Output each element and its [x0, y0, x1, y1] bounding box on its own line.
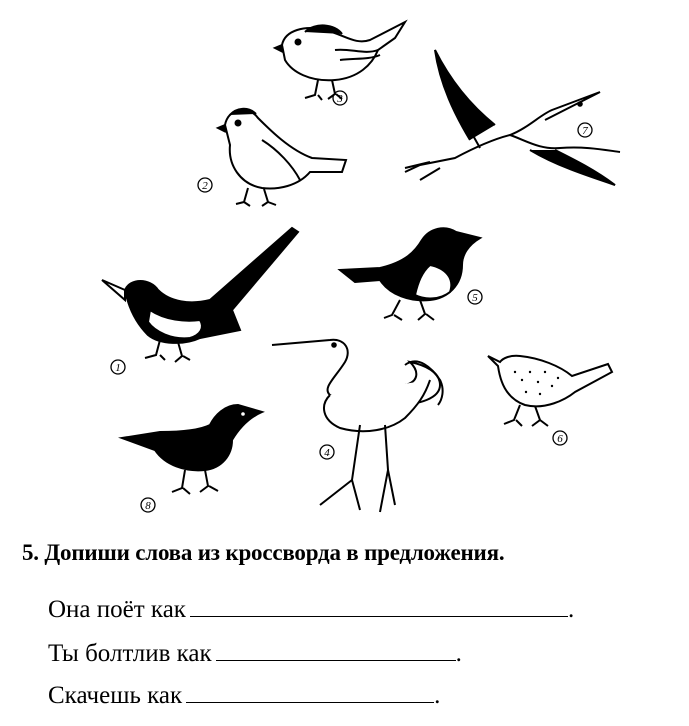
sentence-2-blank[interactable]: [216, 638, 456, 661]
task-title: 5. Допиши слова из кроссворда в предложения.: [22, 540, 505, 565]
bird-heron-illustration: [272, 340, 443, 512]
bird-rook-illustration: [122, 405, 262, 494]
bird-number-3: [333, 91, 347, 105]
bird-nightingale-illustration: [488, 356, 612, 426]
svg-text:5: 5: [472, 292, 478, 304]
bird-crane-flying-illustration: [405, 50, 620, 185]
svg-text:7: 7: [582, 125, 588, 137]
svg-text:3: 3: [337, 93, 343, 105]
sentence-1-text: Она поёт как: [48, 596, 186, 623]
sentence-1: [48, 594, 574, 624]
bird-number-4: [320, 445, 334, 459]
svg-text:8: 8: [145, 500, 151, 512]
sentence-2-end: .: [455, 640, 462, 667]
bird-number-1: [111, 360, 125, 374]
bird-jay-illustration: [340, 228, 480, 320]
bird-number-6: [553, 431, 567, 445]
svg-text:6: 6: [557, 433, 563, 445]
svg-text:1: 1: [115, 362, 121, 374]
svg-text:4: 4: [324, 447, 330, 459]
sentence-3: [48, 680, 440, 710]
svg-text:2: 2: [202, 180, 208, 192]
sentence-3-text: Скачешь как: [48, 682, 183, 709]
sentence-2: [48, 638, 462, 668]
sentence-3-blank[interactable]: [186, 680, 434, 703]
bird-magpie-illustration: [102, 228, 298, 362]
bird-finch-illustration: [275, 22, 405, 100]
bird-number-2: [198, 178, 212, 192]
bird-number-8: [141, 498, 155, 512]
bird-number-5: [468, 290, 482, 304]
sentence-3-end: .: [434, 682, 441, 709]
bird-sparrow-illustration: [218, 109, 346, 206]
bird-number-7: [578, 123, 592, 137]
sentence-2-text: Ты болтлив как: [48, 640, 212, 667]
sentence-1-blank[interactable]: [190, 594, 568, 617]
sentence-1-end: .: [567, 596, 575, 623]
